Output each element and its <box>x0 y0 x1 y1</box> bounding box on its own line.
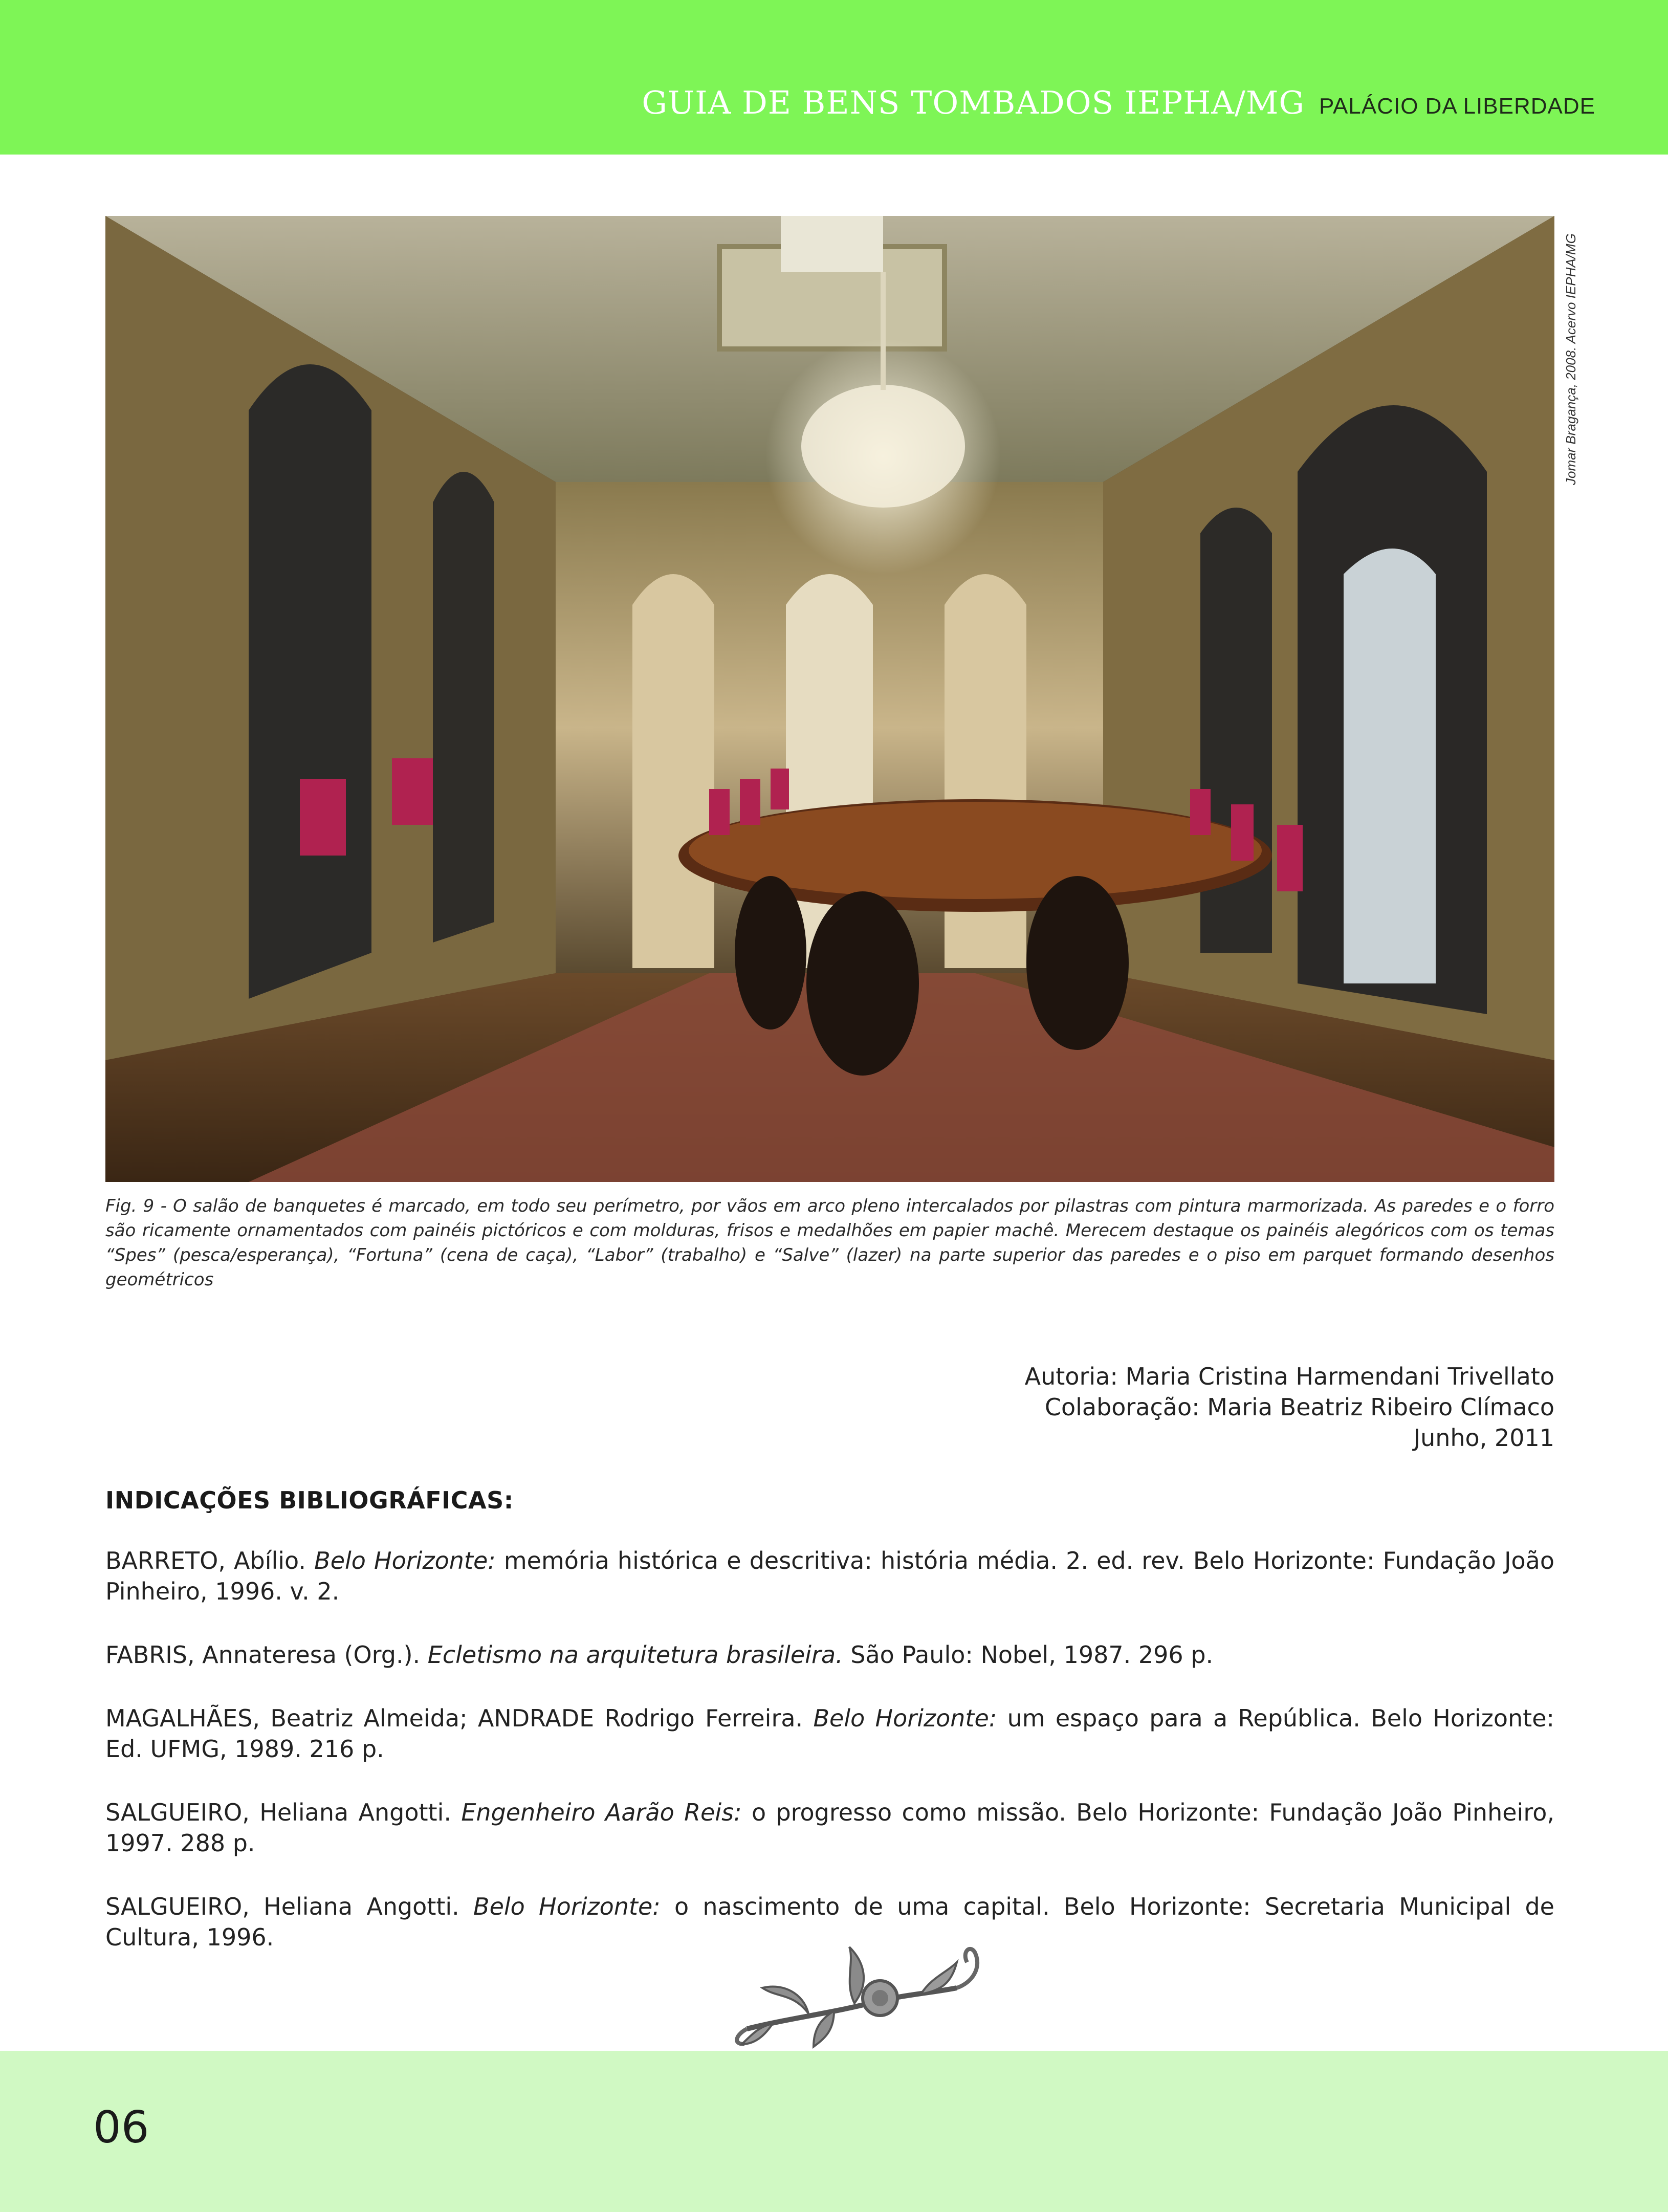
ref-details: memória histórica e descritiva: história média. 2. ed. rev. Belo Horizonte: Fundação João Pinheiro, 1996. v. 2. <box>105 1547 1555 1605</box>
bibliography-heading: INDICAÇÕES BIBLIOGRÁFICAS: <box>105 1486 514 1514</box>
ref-details: um espaço para a República. Belo Horizonte: Ed. UFMG, 1989. 216 p. <box>105 1704 1555 1763</box>
section-title: PALÁCIO DA LIBERDADE <box>1319 94 1595 119</box>
photo-credit: Jomar Bragança, 2008. Acervo IEPHA/MG <box>1563 233 1578 485</box>
ref-authors: BARRETO, Abílio. <box>105 1547 315 1574</box>
ref-details: São Paulo: Nobel, 1987. 296 p. <box>843 1641 1214 1669</box>
date-line: Junho, 2011 <box>1413 1424 1554 1452</box>
reference-item <box>105 1797 1554 1858</box>
ref-title: Ecletismo na arquitetura brasileira. <box>427 1641 843 1669</box>
ref-title: Belo Horizonte: <box>314 1547 496 1574</box>
series-title: GUIA DE BENS TOMBADOS IEPHA/MG <box>642 84 1305 121</box>
ref-authors: MAGALHÃES, Beatriz Almeida; ANDRADE Rodrigo Ferreira. <box>105 1704 814 1732</box>
photo-illustration <box>105 216 1554 1182</box>
ref-authors: FABRIS, Annateresa (Org.). <box>105 1641 428 1669</box>
ref-details: o progresso como missão. Belo Horizonte: Fundação João Pinheiro, 1997. 288 p. <box>105 1799 1554 1857</box>
banquet-hall-photo <box>105 216 1554 1182</box>
ref-title: Belo Horizonte: <box>473 1893 661 1920</box>
bibliography-list <box>105 1545 1554 1985</box>
page-header <box>0 0 1668 155</box>
rose-ornament-icon <box>716 1942 1013 2049</box>
reference-item <box>105 1545 1554 1607</box>
page-footer <box>0 2051 1668 2212</box>
author-line: Autoria: Maria Cristina Harmendani Trivellato <box>1024 1363 1554 1390</box>
page-number: 06 <box>93 2102 149 2153</box>
reference-item <box>105 1703 1554 1764</box>
header-title <box>642 84 1595 121</box>
figure-caption: Fig. 9 - O salão de banquetes é marcado, em todo seu perímetro, por vãos em arco pleno intercalados por pilastras com pintura marmorizada. As paredes e o forro são ricamente ornamentados com painéis pictóricos e com molduras, frisos e medalhões em papier machê. Merecem destaque os painéis alegóricos com os temas “Spes” (pesca/esperança), “Fortuna” (cena de caça), “Labor” (trabalho) e “Salve” (lazer) na parte superior das paredes e o piso em parquet formando desenhos geométricos <box>105 1196 1554 1290</box>
ref-title: Engenheiro Aarão Reis: <box>461 1799 742 1826</box>
authorship-block <box>1025 1361 1554 1453</box>
ref-authors: SALGUEIRO, Heliana Angotti. <box>105 1893 474 1920</box>
reference-item <box>105 1639 1554 1670</box>
ref-details: o nascimento de uma capital. Belo Horizonte: Secretaria Municipal de Cultura, 1996. <box>105 1893 1554 1951</box>
collaboration-line: Colaboração: Maria Beatriz Ribeiro Clímaco <box>1044 1393 1554 1421</box>
ref-authors: SALGUEIRO, Heliana Angotti. <box>105 1799 462 1826</box>
ref-title: Belo Horizonte: <box>813 1704 997 1732</box>
